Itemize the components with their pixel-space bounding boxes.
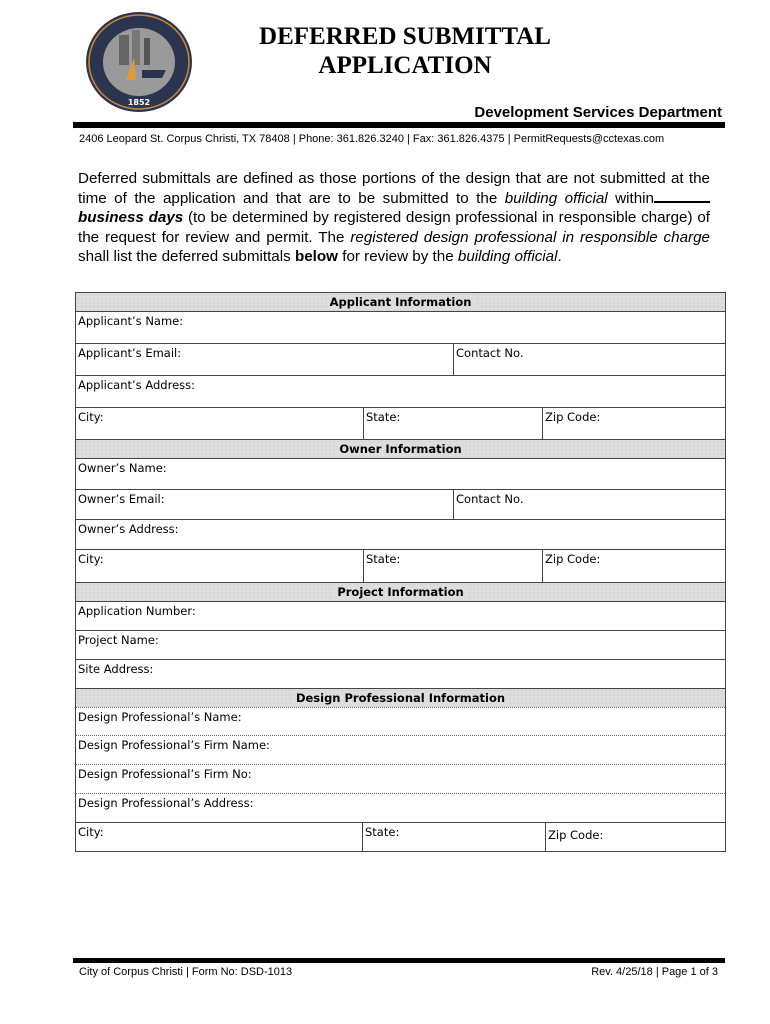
intro-paragraph: Deferred submittals are defined as those portions of the design that are not submitted at the time of the application and that are to be submitted to the building official within business days (to be determined by registered design professional in responsible charge) of the request for review and permit. The registered design professional in responsible charge shall list the deferred submittals below for review by the building official.	[78, 170, 710, 265]
business-days-blank[interactable]	[654, 189, 710, 203]
section-header-design-professional: Design Professional Information	[76, 688, 725, 707]
section-header-owner: Owner Information	[76, 439, 725, 458]
owner-address-field[interactable]: Owner’s Address:	[78, 522, 179, 536]
applicant-zip-field[interactable]: Zip Code:	[542, 408, 725, 439]
contact-address-line: 2406 Leopard St. Corpus Christi, TX 78408 | Phone: 361.826.3240 | Fax: 361.826.4375 | PermitRequests@cctexas.com	[79, 133, 665, 145]
department-name: Development Services Department	[474, 104, 722, 121]
project-name-field[interactable]: Project Name:	[78, 633, 159, 647]
site-address-field[interactable]: Site Address:	[78, 662, 154, 676]
owner-zip-field[interactable]: Zip Code:	[542, 550, 725, 582]
applicant-state-field[interactable]: State:	[363, 408, 542, 439]
svg-text:1852: 1852	[127, 98, 151, 107]
applicant-city-field[interactable]: City:	[78, 410, 104, 424]
dp-state-field[interactable]: State:	[362, 823, 545, 851]
dp-firm-name-field[interactable]: Design Professional’s Firm Name:	[78, 738, 270, 752]
owner-city-field[interactable]: City:	[78, 552, 104, 566]
applicant-email-field[interactable]: Applicant’s Email:	[78, 346, 182, 360]
owner-email-field[interactable]: Owner’s Email:	[78, 492, 165, 506]
section-header-applicant: Applicant Information	[76, 292, 725, 311]
owner-state-field[interactable]: State:	[363, 550, 542, 582]
header-divider	[73, 122, 725, 128]
applicant-name-field[interactable]: Applicant’s Name:	[78, 314, 184, 328]
dp-zip-field[interactable]: Zip Code:	[545, 823, 725, 851]
dp-address-field[interactable]: Design Professional’s Address:	[78, 796, 254, 810]
footer-divider	[73, 958, 725, 963]
footer-revision-page: Rev. 4/25/18 | Page 1 of 3	[591, 966, 718, 978]
application-form	[75, 292, 726, 852]
dp-firm-no-field[interactable]: Design Professional’s Firm No:	[78, 767, 252, 781]
section-header-project: Project Information	[76, 582, 725, 601]
footer-form-number: City of Corpus Christi | Form No: DSD-1013	[79, 966, 293, 978]
dp-name-field[interactable]: Design Professional’s Name:	[78, 710, 242, 724]
city-seal-logo	[84, 10, 194, 114]
dp-city-field[interactable]: City:	[78, 825, 104, 839]
document-title: DEFERRED SUBMITTAL APPLICATION	[259, 23, 551, 79]
owner-contact-field[interactable]: Contact No.	[453, 490, 725, 519]
application-number-field[interactable]: Application Number:	[78, 604, 196, 618]
owner-name-field[interactable]: Owner’s Name:	[78, 461, 167, 475]
applicant-contact-field[interactable]: Contact No.	[453, 344, 725, 375]
applicant-address-field[interactable]: Applicant’s Address:	[78, 378, 195, 392]
